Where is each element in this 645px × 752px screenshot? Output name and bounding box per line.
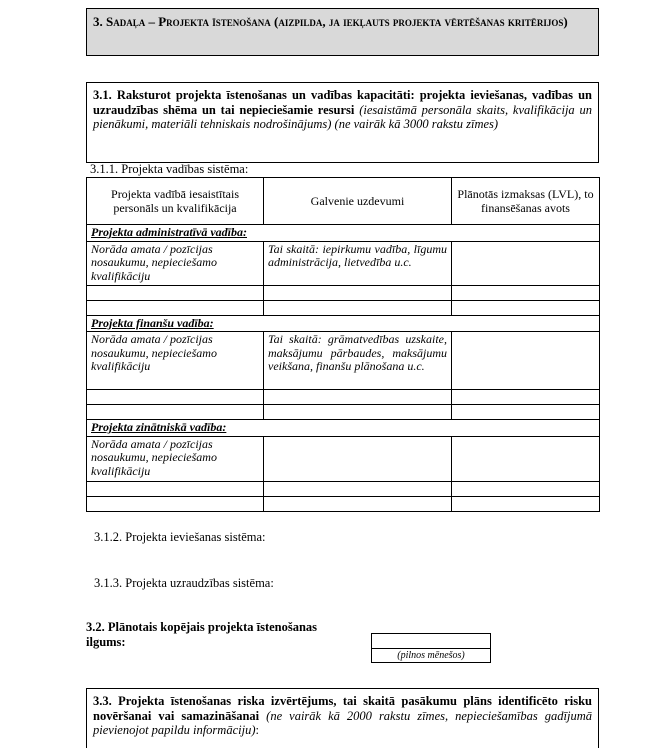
table-row: [87, 481, 600, 496]
table-row: [87, 300, 600, 315]
section-3-1-1-label: 3.1.1. Projekta vadības sistēma:: [90, 162, 249, 176]
section-3-2-label: 3.2. Plānotais kopējais projekta īstenošanas ilgums:: [86, 620, 318, 649]
duration-unit: (pilnos mēnešos): [397, 650, 465, 661]
costs-cell[interactable]: [452, 285, 600, 300]
management-table: [86, 177, 600, 512]
section-3-3-note: (ne vairāk kā 2000 rakstu zīmes, nepieciešamības gadījumā pievienojot papildu informāciju): [93, 708, 592, 737]
section-3-1-heading: 3.1. Raksturot projekta īstenošanas un vadības kapacitāti: projekta ieviešanas, vadības un uzraudzības shēma un tai nepieciešamie resursi: [93, 88, 592, 117]
section-3-1-2-label: 3.1.2. Projekta ieviešanas sistēma:: [94, 530, 266, 544]
tasks-cell[interactable]: [264, 481, 452, 496]
personnel-cell[interactable]: [87, 390, 264, 405]
tasks-cell[interactable]: Tai skaitā: grāmatvedības uzskaite, maksājumu pārbaudes, maksājumu veikšana, finanšu plānošana u.c.: [264, 332, 452, 390]
group-title-row: [87, 315, 600, 332]
section-3-1-3-label: 3.1.3. Projekta uzraudzības sistēma:: [94, 576, 274, 590]
personnel-cell[interactable]: [87, 405, 264, 420]
personnel-cell[interactable]: Norāda amata / pozīcijas nosaukumu, nepieciešamo kvalifikāciju: [87, 436, 264, 481]
table-row: [87, 436, 600, 481]
costs-cell[interactable]: [452, 405, 600, 420]
section-title-prefix: Sadaļa –: [106, 14, 155, 29]
section-3-3-box: [86, 688, 599, 748]
group-title-row: [87, 225, 600, 242]
group-title-science: Projekta zinātniskā vadība:: [87, 420, 600, 437]
tasks-cell[interactable]: [264, 300, 452, 315]
tasks-cell[interactable]: [264, 390, 452, 405]
duration-divider: [371, 648, 491, 649]
tasks-cell[interactable]: [264, 405, 452, 420]
personnel-cell[interactable]: Norāda amata / pozīcijas nosaukumu, nepieciešamo kvalifikāciju: [87, 332, 264, 390]
section-number: 3.: [93, 14, 103, 29]
personnel-cell[interactable]: [87, 496, 264, 511]
personnel-cell[interactable]: [87, 300, 264, 315]
costs-cell[interactable]: [452, 390, 600, 405]
personnel-cell[interactable]: Norāda amata / pozīcijas nosaukumu, nepieciešamo kvalifikāciju: [87, 241, 264, 285]
header-personnel: Projekta vadībā iesaistītais personāls un kvalifikācija: [87, 178, 264, 225]
personnel-cell[interactable]: [87, 481, 264, 496]
section-3-1-box: [86, 82, 599, 163]
table-row: [87, 405, 600, 420]
costs-cell[interactable]: [452, 300, 600, 315]
table-header-row: [87, 178, 600, 225]
group-title-finance: Projekta finanšu vadība:: [87, 315, 600, 332]
table-row: [87, 390, 600, 405]
group-title-admin: Projekta administratīvā vadība:: [87, 225, 600, 242]
tasks-cell[interactable]: [264, 285, 452, 300]
table-row: [87, 285, 600, 300]
section-title-main: Projekta īstenošana: [158, 14, 271, 29]
tasks-cell[interactable]: Tai skaitā: iepirkumu vadība, līgumu administrācija, lietvedība u.c.: [264, 241, 452, 285]
tasks-cell[interactable]: [264, 436, 452, 481]
section-3-3-colon: :: [255, 723, 259, 737]
costs-cell[interactable]: [452, 481, 600, 496]
costs-cell[interactable]: [452, 332, 600, 390]
section-header: [86, 8, 599, 56]
table-row: [87, 496, 600, 511]
tasks-cell[interactable]: [264, 496, 452, 511]
costs-cell[interactable]: [452, 436, 600, 481]
group-title-row: [87, 420, 600, 437]
section-title-rest: (aizpilda, ja iekļauts projekta vērtēšanas kritērijos): [274, 14, 568, 29]
costs-cell[interactable]: [452, 241, 600, 285]
header-costs: Plānotās izmaksas (LVL), to finansēšanas avots: [452, 178, 600, 225]
table-row: [87, 241, 600, 285]
costs-cell[interactable]: [452, 496, 600, 511]
personnel-cell[interactable]: [87, 285, 264, 300]
section-3-3-heading: 3.3. Projekta īstenošanas riska izvērtējums, tai skaitā pasākumu plāns identificēto risku novēršanai vai samazināšanai: [93, 694, 592, 723]
header-tasks: Galvenie uzdevumi: [264, 178, 452, 225]
table-row: [87, 332, 600, 390]
section-3-1-note: (iesaistāmā personāla skaits, kvalifikācija un pienākumi, materiāli tehniskais nodrošinājums) (ne vairāk kā 3000 rakstu zīmes): [93, 102, 592, 131]
